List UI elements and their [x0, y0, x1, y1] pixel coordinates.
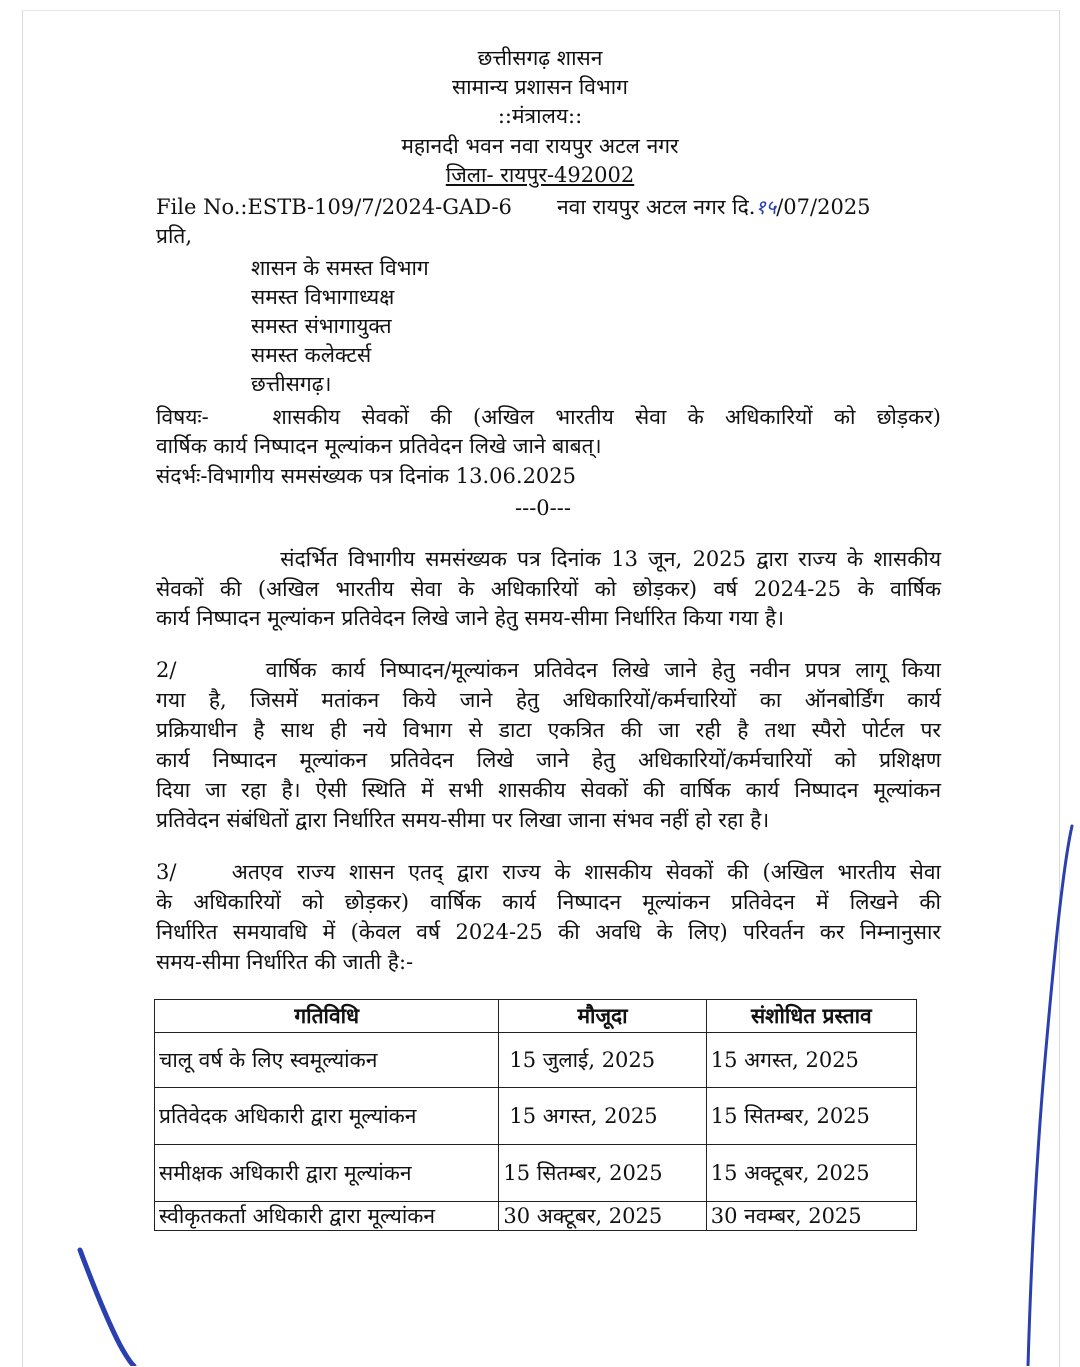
ministry-name: ::मंत्रालय:: [497, 104, 583, 128]
pen-stroke-left [80, 1250, 134, 1366]
row-existing: 15 जुलाई, 2025 [499, 1033, 706, 1088]
row-existing: 15 अगस्त, 2025 [499, 1088, 706, 1145]
district-text: जिला- रायपुर-492002 [445, 163, 635, 187]
row-activity: चालू वर्ष के लिए स्वमूल्यांकन [155, 1033, 499, 1088]
row-revised: 15 अगस्त, 2025 [706, 1033, 916, 1088]
para2-line-5: दिया जा रहा है। ऐसी स्थिति में सभी शासकीय सेवकों की वार्षिक कार्य निष्पादन मूल्यांकन [156, 778, 941, 802]
recipient-5: छत्तीसगढ़। [251, 372, 332, 396]
header-activity: गतिविधि [155, 1000, 499, 1033]
subject-line-1: विषयः- शासकीय सेवकों की (अखिल भारतीय सेवा के अधिकारियों को छोड़कर) [156, 405, 941, 429]
recipient-1: शासन के समस्त विभाग [251, 256, 429, 280]
para2-line-3: प्रक्रियाधीन है साथ ही नये विभाग से डाटा एकत्रित की जा रही है तथा स्पैरो पोर्टल पर [156, 718, 941, 742]
header-existing: मौजूदा [499, 1000, 706, 1033]
para2-line-2: गया है, जिसमें मतांकन किये जाने हेतु अधिकारियों/कर्मचारियों का ऑनबोर्डिंग कार्य [156, 688, 941, 712]
para1-line-2: सेवकों की (अखिल भारतीय सेवा के अधिकारियों को छोड़कर) वर्ष 2024-25 के वार्षिक [156, 577, 941, 601]
para2-line-1: 2/ वार्षिक कार्य निष्पादन/मूल्यांकन प्रतिवेदन लिखे जाने हेतु नवीन प्रपत्र लागू किया [156, 658, 941, 682]
govt-name: छत्तीसगढ़ शासन [477, 46, 603, 70]
file-number: File No.:ESTB-109/7/2024-GAD-6 [156, 195, 512, 219]
handwritten-day: १५ [755, 195, 777, 219]
para1-line-3: कार्य निष्पादन मूल्यांकन प्रतिवेदन लिखे जाने हेतु समय-सीमा निर्धारित किया गया है। [156, 606, 785, 630]
subject-line-2: वार्षिक कार्य निष्पादन मूल्यांकन प्रतिवेदन लिखे जाने बाबत्। [156, 434, 602, 458]
para3-line-1: 3/ अतएव राज्य शासन एतद् द्वारा राज्य के शासकीय सेवकों की (अखिल भारतीय सेवा [156, 860, 941, 884]
recipient-4: समस्त कलेक्टर्स [251, 343, 372, 367]
row-revised: 30 नवम्बर, 2025 [706, 1202, 916, 1231]
row-existing: 30 अक्टूबर, 2025 [499, 1202, 706, 1231]
para3-line-2: के अधिकारियों को छोड़कर) वार्षिक कार्य निष्पादन मूल्यांकन प्रतिवेदन में लिखने की [156, 890, 941, 914]
pen-stroke-right [1028, 826, 1072, 1366]
department-name: सामान्य प्रशासन विभाग [451, 75, 629, 99]
office-address: महानदी भवन नवा रायपुर अटल नगर [401, 134, 679, 158]
recipient-2: समस्त विभागाध्यक्ष [251, 285, 395, 309]
to-label: प्रति, [156, 224, 193, 248]
para2-line-6: प्रतिवेदन संबंधितों द्वारा निर्धारित समय-सीमा पर लिखा जाना संभव नहीं हो रहा है। [156, 808, 770, 832]
para2-line-4: कार्य निष्पादन मूल्यांकन प्रतिवेदन लिखे जाने हेतु अधिकारियों/कर्मचारियों को प्रशिक्षण [156, 748, 941, 772]
recipient-3: समस्त संभागायुक्त [251, 314, 392, 338]
row-activity: समीक्षक अधिकारी द्वारा मूल्यांकन [155, 1145, 499, 1202]
date-suffix: /07/2025 [776, 195, 871, 219]
reference-line: संदर्भः-विभागीय समसंख्यक पत्र दिनांक 13.06.2025 [156, 464, 577, 488]
row-activity: स्वीकृतकर्ता अधिकारी द्वारा मूल्यांकन [155, 1202, 499, 1231]
place-date-prefix: नवा रायपुर अटल नगर दि. [557, 195, 756, 219]
row-activity: प्रतिवेदक अधिकारी द्वारा मूल्यांकन [155, 1088, 499, 1145]
row-revised: 15 अक्टूबर, 2025 [706, 1145, 916, 1202]
row-existing: 15 सितम्बर, 2025 [499, 1145, 706, 1202]
separator: ---0--- [515, 496, 571, 520]
para3-line-4: समय-सीमा निर्धारित की जाती है:- [156, 950, 414, 974]
row-revised: 15 सितम्बर, 2025 [706, 1088, 916, 1145]
para3-line-3: निर्धारित समयावधि में (केवल वर्ष 2024-25 की अवधि के लिए) परिवर्तन कर निम्नानुसार [156, 920, 941, 944]
para1-line-1: संदर्भित विभागीय समसंख्यक पत्र दिनांक 13 जून, 2025 द्वारा राज्य के शासकीय [156, 547, 941, 571]
header-revised: संशोधित प्रस्ताव [706, 1000, 916, 1033]
